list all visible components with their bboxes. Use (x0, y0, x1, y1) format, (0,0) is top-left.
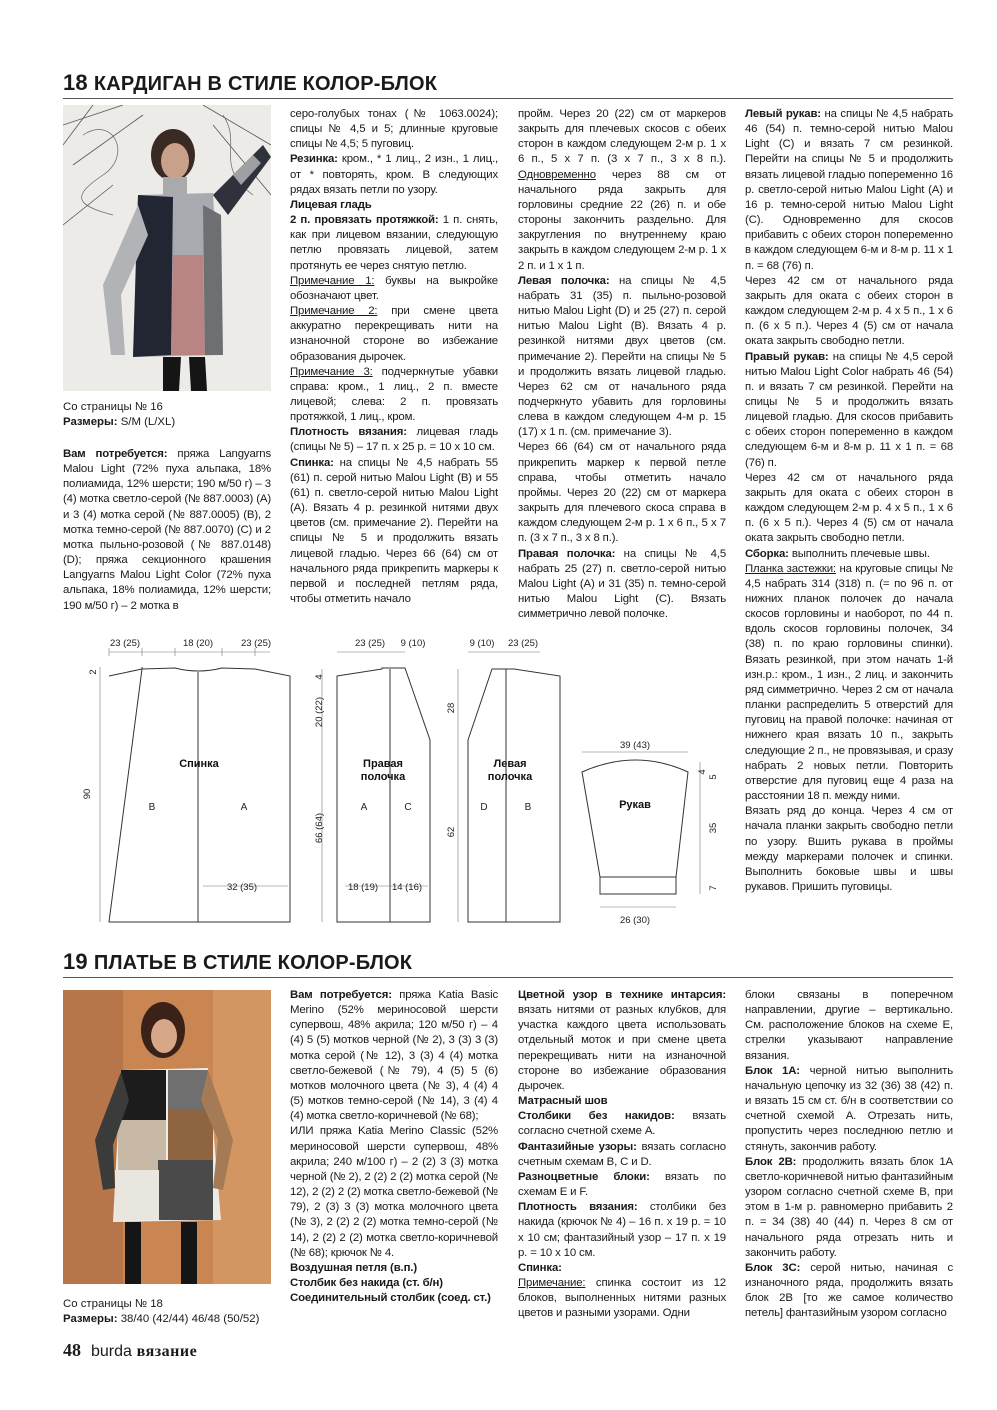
color-letter: D (480, 802, 488, 813)
sc-label: Столбики без накидов: (518, 1110, 675, 1123)
needs-label: Вам потребуется: (63, 448, 168, 460)
text-block: Вязать ряд до конца. Через 4 см от начала планки закрыть свободно петли по узору. Вшить рукава в проймы между маркерами полочек и спинки. Выполнить боковые швы и швы рукавов. Пришить пуговицы. (745, 805, 953, 893)
right-front-label: Правая полочка: (518, 547, 616, 560)
color-letter: A (360, 802, 368, 813)
stockinette-heading: Лицевая гладь (290, 198, 372, 211)
gauge-label: Плотность вязания: (290, 426, 407, 439)
dim-label: 23 (25) (507, 638, 539, 649)
sizes-label: Размеры: (63, 416, 118, 428)
button-band-text: на круговые спицы № 4,5 набрать 314 (318) п. (= по 96 п. от нижних планок полочек до начала скосов горловины и наоборот, по 44 п. вдоль скосов горловины полочек, 34 (38) п. по краю горловины спинки). Вязать резинкой, при этом начать 1-й изн.р.: кром., 1 изн., 2 лиц. и закончить ряд симметрично. Через 2 см от начала планки распределить 5 отверстий для пуговиц на правой полочке: начиная от нижнего края вязать 10 п., закрыть следующие 2 п., не провязывая, и сразу набрать 2 новых петли. Повторить отверстие для пуговиц еще 4 раза на расстоянии 18 п. между ними. (745, 562, 953, 803)
dim-label: 23 (25) (109, 638, 141, 649)
page-number: 48 (63, 1340, 81, 1360)
sizes-line (63, 1312, 259, 1327)
cardigan-source (63, 400, 175, 430)
multi-label: Разноцветные блоки: (518, 1170, 650, 1183)
needs-text: пряжа Katia Basic Merino (52% мериносовой шерсти супервош, 48% акрила; 120 м/50 г) – 4 (4) 5 (5) мотков черной (№ 2), 3 (3) 3 (3) мотка серой (№ 12), 3 (3) 4 (4) мотка светло-бежевой (№ 79), 4 (5) 5 (6) мотков молочного цвета (№ 3), 4 (4) 4 (5) мотков темно-серой (№ 14), 3 (4) 4 (4) мотка светло-коричневой (№ 68); (290, 989, 499, 1123)
magazine-title: вязание (136, 1343, 198, 1360)
dim-label: 90 (82, 788, 93, 800)
abbr-chain: Воздушная петля (в.п.) (290, 1261, 417, 1274)
block-2b-label: Блок 2B: (745, 1155, 797, 1168)
note-text: спинка состоит из 12 блоков, выполненных нитями разных цветов и разными узорами. Одни (518, 1276, 726, 1320)
sleeve-outline (582, 760, 688, 877)
fancy-text: вязать согласно счетным схемам B, C и D. (518, 1140, 726, 1168)
dress-source (63, 1297, 259, 1327)
gauge-label: Плотность вязания: (518, 1201, 638, 1214)
right-front-title-2: полочка (360, 771, 406, 783)
dim-label: 9 (10) (469, 638, 495, 649)
right-sleeve-text: на спицы № 4,5 серой нитью Malou Light Color набрать 46 (54) п. и вязать 7 см резинкой. Перейти на спицы № 5 и продолжить вязать лицевой гладью. Для скосов прибавить с обеих сторон попеременно в каждом следующем 6-м и 8-м р. 11 х 1 п. = 68 (76) п. (745, 350, 953, 469)
assembly-text: выполнить плечевые швы. (788, 547, 930, 560)
cardigan-photo (63, 105, 271, 391)
section-number: 18 (63, 70, 88, 95)
dim-label: 23 (25) (240, 638, 272, 649)
sizes-line (63, 415, 175, 430)
text-block: Через 42 см от начального ряда закрыть для оката с обеих сторон в каждом следующем 2-м р. 4 х 5 п., 1 х 6 п. (6 х 5 п.). Через 4 (5) см от начала оката закрыть свободно петли. (745, 471, 953, 545)
section-18-heading (63, 71, 953, 99)
abbr-sc: Столбик без накида (ст. б/н) (290, 1276, 443, 1289)
dim-label: 14 (16) (391, 882, 423, 893)
dim-label: 28 (446, 702, 457, 714)
section-title: КАРДИГАН В СТИЛЕ КОЛОР-БЛОК (93, 73, 438, 95)
sizes-value: S/M (L/XL) (117, 416, 176, 428)
text-span: пройм. Через 20 (22) см от маркеров закрыть для плечевых скосов с обеих сторон в каждом следующем 2-м р. 1 х 6 п., 5 х 7 п. (3 х 7 п., 3 х 8 п.). (518, 108, 726, 166)
block-3c-label: Блок 3C: (745, 1261, 801, 1274)
block-1a-label: Блок 1A: (745, 1064, 800, 1077)
magazine-name (91, 1341, 197, 1361)
sleeve-title: Рукав (619, 799, 651, 811)
dim-label: 18 (20) (182, 638, 214, 649)
intarsia-text: вязать нитями от разных клубков, для участка каждого цвета использовать отдельный моток и при смене цвета перекрещивать нити на изнаночной стороне во избежание образования дырочек. (518, 1004, 726, 1092)
text-block: Через 66 (64) см от начального ряда прикрепить маркер к первой петле справа, чтобы отметить начало проймы. Через 20 (22) см от маркера закрыть для плечевого скоса справа в каждом следующем 2-м р. 1 х 6 п., 5 х 7 п. (3 х 7 п., 3 х 8 п.). (518, 441, 726, 545)
rib-text: кром., * 1 лиц., 2 изн., 1 лиц., от * повторять, кром. В следующих рядах вязать петли по узору. (290, 153, 498, 196)
dim-label: 26 (30) (619, 915, 651, 926)
note-1-label: Примечание 1: (290, 274, 375, 287)
dress-photo (63, 990, 271, 1284)
dim-label: 20 (22) (314, 696, 325, 728)
dress-col-2 (290, 988, 498, 1306)
dim-label: 32 (35) (226, 882, 258, 893)
ssk-text: 1 п. снять, как при лицевом вязании, следующую петлю провязать лицевой, затем протянуть ее через снятую петлю. (290, 214, 498, 272)
seam-heading: Матрасный шов (518, 1095, 608, 1108)
note-label: Примечание: (518, 1276, 586, 1289)
text-block: Через 42 см от начального ряда закрыть для оката с обеих сторон в каждом следующем 2-м р. 4 х 5 п., 1 х 6 п. (6 х 5 п.). Через 4 (5) см от начала оката закрыть свободно петли. (745, 274, 953, 348)
section-title: ПЛАТЬЕ В СТИЛЕ КОЛОР-БЛОК (93, 952, 413, 974)
cardigan-materials (63, 447, 271, 614)
right-front-title-1: Правая (363, 758, 403, 770)
left-front-text: на спицы № 4,5 набрать 31 (35) п. пыльно-розовой нитью Malou Light (D) и 25 (27) п. серой нитью Malou Light (B). Вязать 4 р. резинкой нитями двух цветов (см. примечание 2). Перейти на спицы № 5 и продолжить вязать лицевой гладью. Через 62 см от начального ряда подчеркнуто убавить для горловины слева в каждом следующем 4-м р. 15 (17) х 1 п. (см. примечание 3). (518, 274, 726, 439)
dim-label: 2 (88, 669, 99, 675)
back-title: Спинка (179, 758, 219, 770)
left-front-title-1: Левая (493, 758, 527, 770)
back-outline (109, 667, 290, 922)
abbr-slst: Соединительный столбик (соед. ст.) (290, 1292, 491, 1305)
note-1-text: буквы на выкройке обозначают цвет. (290, 274, 498, 302)
dim-label: 7 (708, 885, 719, 891)
back-text: на спицы № 4,5 набрать 55 (61) п. серой нитью Malou Light (B) и 55 (61) п. светло-серой нитью Malou Light (A). Вязать 4 р. резинкой нитями двух цветов (см. примечание 2). Перейти на спицы № 5 и продолжить вязать лицевой гладью. Через 66 (64) см от начального ряда прикрепить маркеры к первой и последней петлям ряда, чтобы отметить начало (290, 456, 498, 605)
left-front-outline (468, 669, 560, 922)
dim-label: 39 (43) (619, 740, 651, 751)
sizes-label: Размеры: (63, 1313, 118, 1325)
source-line: Со страницы № 16 (63, 401, 163, 413)
cardigan-col-2 (290, 107, 498, 607)
sc-text: вязать согласно счетной схеме А. (518, 1110, 726, 1138)
ssk-label: 2 п. провязать протяжкой: (290, 214, 439, 227)
button-band-label: Планка застежки: (745, 562, 836, 575)
section-19-heading (63, 950, 953, 978)
block-3c-text: серой нитью, начиная с изнаночного ряда, продолжить вязать блок 2B [то же самое количество петель] фантазийным узором согласно (745, 1261, 953, 1320)
cardigan-col-4 (745, 107, 953, 895)
block-2b-text: продолжить вязать блок 1A светло-коричневой нитью фантазийным узором согласно счетной схеме B, при этом в 1-м р. равномерно прибавить 2 п. = 34 (38) 40 (44) п. Через 8 см от начального ряда отрезать нить и закончить работу. (745, 1155, 953, 1259)
gauge-text: столбики без накида (крючок № 4) – 16 п. х 19 р. = 10 х 10 см; фантазийный узор – 17 п. х 19 р. = 10 х 10 см. (518, 1201, 726, 1259)
left-sleeve-label: Левый рукав: (745, 108, 821, 120)
dim-label: 23 (25) (354, 638, 386, 649)
source-line: Со страницы № 18 (63, 1298, 163, 1310)
fancy-label: Фантазийные узоры: (518, 1140, 637, 1153)
right-front-text: на спицы № 4,5 набрать 25 (27) п. светло-серой нитью Malou Light (A) и 31 (35) п. темно-серой нитью Malou Light (C). Вязать симметрично левой полочке. (518, 547, 727, 621)
dim-label: 62 (446, 826, 457, 838)
block-1a-text: черной нитью выполнить начальную цепочку из 32 (36) 38 (42) п. и вязать 15 см ст. б/н в соответствии со счетной схемой А. Отрезать нить, пропустить через последнюю петлю и стянуть, закончив работу. (745, 1064, 953, 1153)
dim-label: 5 (708, 774, 719, 780)
dim-label: 18 (19) (347, 882, 379, 893)
left-front-title-2: полочка (487, 771, 533, 783)
dim-label: 4 (697, 769, 708, 775)
rib-label: Резинка: (290, 153, 338, 166)
needs-text: пряжа Langyarns Malou Light (72% пуха альпака, 18% полиамида, 12% шерсти; 190 м/50 г) – 3 (4) мотка светло-серой (№ 887.0003) (A) и 3 (4) мотка серой (№ 887.0005) (B), 2 мотка темно-серой (№ 887.0070) (C) и 2 мотка пыльно-розовой (№ 887.0148) (D); пряжа секционного крашения Langyarns Malou Light Color (72% пуха альпака, 18% полиамида, 12% шерсти; 190 м/50 г) – 2 мотка в (63, 448, 272, 612)
back-heading: Спинка: (518, 1261, 562, 1274)
color-letter: C (404, 802, 412, 813)
note-2-text: при смене цвета аккуратно перекрещивать нити на изнаночной стороне во избежание образования дырочек. (290, 305, 498, 363)
text-block: ИЛИ пряжа Katia Merino Classic (52% мериносовой шерсти супервош, 48% акрила; 240 м/100 г) – 2 (2) 3 (3) мотка черной (№ 2), 2 (2) 2 (2) мотка серой (№ 12), 2 (2) 2 (2) мотка светло-бежевой (№ 79), 2 (3) 3 (3) мотка молочного цвета (№ 3), 2 (2) 2 (2) мотка темно-серой (№ 14), 2 (2) 2 (2) мотка светло-коричневой (№ 68); крючок № 4. (290, 1125, 498, 1259)
left-front-label: Левая полочка: (518, 274, 610, 287)
note-2-label: Примечание 2: (290, 305, 378, 318)
cardigan-schematic (60, 632, 740, 932)
color-letter: B (524, 802, 532, 813)
needs-label: Вам потребуется: (290, 989, 392, 1001)
dress-col-3 (518, 988, 726, 1321)
left-sleeve-text: на спицы № 4,5 набрать 46 (54) п. темно-серой нитью Malou Light (C) и вязать 7 см резинкой. Перейти на спицы № 5 и продолжить вязать лицевой гладью попеременно 16 р. светло-серой нитью Malou Light (A) и 16 р. темно-серой нитью Malou Light (C). Одновременно для скосов прибавить с обеих сторон попеременно в каждом следующем 6-м и 8-м р. 11 х 1 п. = 68 (76) п. (745, 108, 953, 272)
sleeve-cuff (600, 877, 676, 894)
right-sleeve-label: Правый рукав: (745, 350, 829, 363)
dim-label: 9 (10) (400, 638, 426, 649)
section-number: 19 (63, 949, 88, 974)
note-3-text: подчеркнутые убавки справа: кром., 1 лиц., 2 п. вместе лицевой; слева: 2 п. провязать протяжкой, 1 лиц., кром. (290, 365, 498, 424)
text-block: блоки связаны в поперечном направлении, другие – вертикально. См. расположение блоков на схеме E, стрелки указывают направление вязания. (745, 989, 953, 1062)
assembly-label: Сборка: (745, 547, 789, 560)
dim-label: 35 (708, 822, 719, 834)
text-span: через 88 см от начального ряда закрыть для горловины средние 22 (26) п. и обе стороны закончить раздельно. Для закругления по внутреннему краю закрыть в каждом следующем 2-м р. 1 х 2 п. и 1 х 1 п. (518, 168, 726, 272)
color-letter: B (148, 802, 156, 813)
dress-col-4 (745, 988, 953, 1321)
intarsia-label: Цветной узор в технике интарсия: (518, 989, 726, 1001)
text-block: серо-голубых тонах (№ 1063.0024); спицы № 4,5 и 5; длинные круговые спицы № 4,5; 5 пуговиц. (290, 108, 498, 151)
gauge-text: лицевая гладь (спицы № 5) – 17 п. х 25 р. = 10 х 10 см. (290, 426, 498, 454)
brand-name: burda (91, 1343, 132, 1360)
dim-label: 66 (64) (314, 812, 325, 844)
back-label: Спинка: (290, 456, 334, 469)
page-footer (63, 1340, 197, 1361)
cardigan-col-3 (518, 107, 726, 622)
color-letter: A (240, 802, 248, 813)
multi-text: вязать по схемам E и F. (518, 1170, 726, 1199)
dim-label: 4 (314, 674, 325, 680)
sizes-value: 38/40 (42/44) 46/48 (50/52) (117, 1313, 260, 1325)
note-3-label: Примечание 3: (290, 365, 373, 378)
underlined-word: Одновременно (518, 168, 596, 181)
